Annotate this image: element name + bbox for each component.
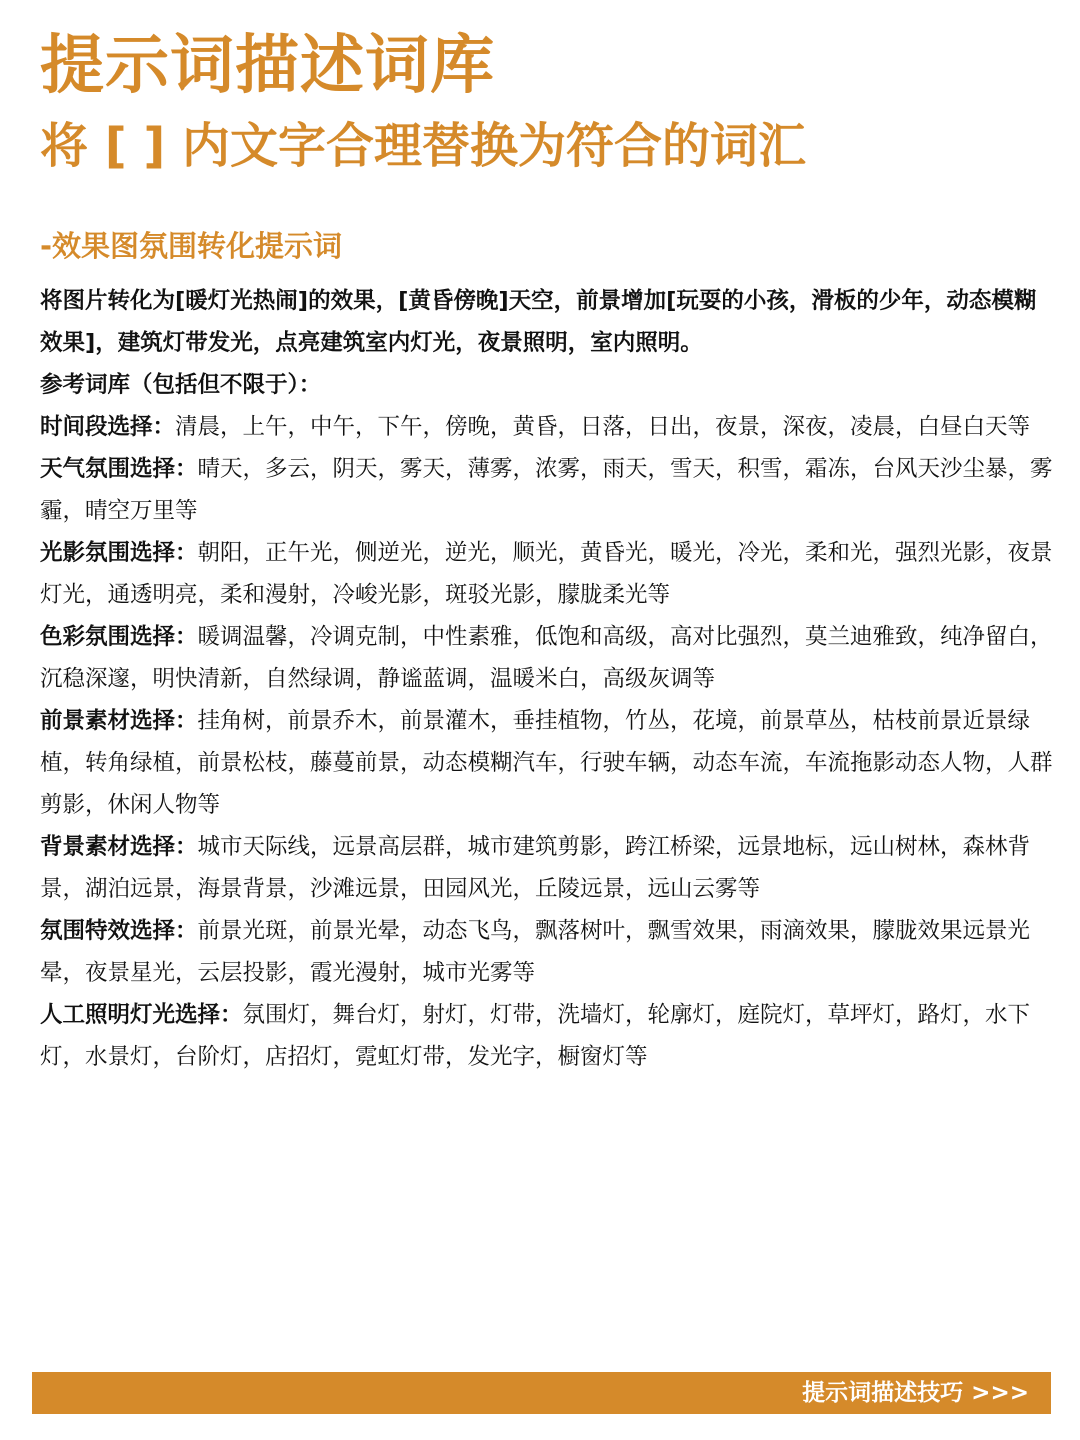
category-text: 前景光斑，前景光晕，动态飞鸟，飘落树叶，飘雪效果，雨滴效果，朦胧效果远景光晕，夜景星光，云层投影，霞光漫射，城市光雾等 (40, 918, 1031, 986)
category-lighting (40, 994, 1058, 1078)
category-weather (40, 448, 1058, 532)
page-subtitle: 将 [ ] 内文字合理替换为符合的词汇 (40, 118, 807, 174)
category-text: 暖调温馨，冷调克制，中性素雅，低饱和高级，高对比强烈，莫兰迪雅致，纯净留白，沉稳深邃，明快清新，自然绿调，静谧蓝调，温暖米白，高级灰调等 (40, 624, 1053, 692)
category-label: 背景素材选择： (40, 834, 198, 860)
category-effects (40, 910, 1058, 994)
footer-bar (32, 1372, 1051, 1414)
category-label: 人工照明灯光选择： (40, 1002, 243, 1028)
footer-link[interactable]: 提示词描述技巧 >>> (802, 1380, 1029, 1406)
category-text: 城市天际线，远景高层群，城市建筑剪影，跨江桥梁，远景地标，远山树林，森林背景，湖泊远景，海景背景，沙滩远景，田园风光，丘陵远景，远山云雾等 (40, 834, 1031, 902)
category-time (40, 406, 1058, 448)
category-label: 色彩氛围选择： (40, 624, 198, 650)
category-label: 氛围特效选择： (40, 918, 198, 944)
category-text: 朝阳，正午光，侧逆光，逆光，顺光，黄昏光，暖光，冷光，柔和光，强烈光影，夜景灯光，通透明亮，柔和漫射，冷峻光影，斑驳光影，朦胧柔光等 (40, 540, 1053, 608)
content-body (40, 280, 1058, 1078)
section-heading: -效果图氛围转化提示词 (40, 229, 343, 263)
reference-label: 参考词库（包括但不限于）： (40, 372, 322, 398)
category-text: 清晨，上午，中午，下午，傍晚，黄昏，日落，日出，夜景，深夜，凌晨，白昼白天等 (175, 414, 1031, 440)
category-label: 时间段选择： (40, 414, 176, 440)
category-color (40, 616, 1058, 700)
category-label: 光影氛围选择： (40, 540, 198, 566)
category-text: 挂角树，前景乔木，前景灌木，垂挂植物，竹丛，花境，前景草丛，枯枝前景近景绿植，转角绿植，前景松枝，藤蔓前景，动态模糊汽车，行驶车辆，动态车流，车流拖影动态人物，人群剪影，休闲人物等 (40, 708, 1053, 818)
category-text: 氛围灯，舞台灯，射灯，灯带，洗墙灯，轮廓灯，庭院灯，草坪灯，路灯，水下灯，水景灯，台阶灯，店招灯，霓虹灯带，发光字，橱窗灯等 (40, 1002, 1031, 1070)
category-text: 晴天，多云，阴天，雾天，薄雾，浓雾，雨天，雪天，积雪，霜冻，台风天沙尘暴，雾霾，晴空万里等 (40, 456, 1053, 524)
category-foreground (40, 700, 1058, 826)
page-title: 提示词描述词库 (40, 29, 495, 103)
category-light (40, 532, 1058, 616)
category-label: 天气氛围选择： (40, 456, 198, 482)
category-background (40, 826, 1058, 910)
category-label: 前景素材选择： (40, 708, 198, 734)
prompt-example: 将图片转化为[暖灯光热闹]的效果，[黄昏傍晚]天空，前景增加[玩耍的小孩，滑板的少年，动态模糊效果]，建筑灯带发光，点亮建筑室内灯光，夜景照明，室内照明。 (40, 288, 1037, 356)
